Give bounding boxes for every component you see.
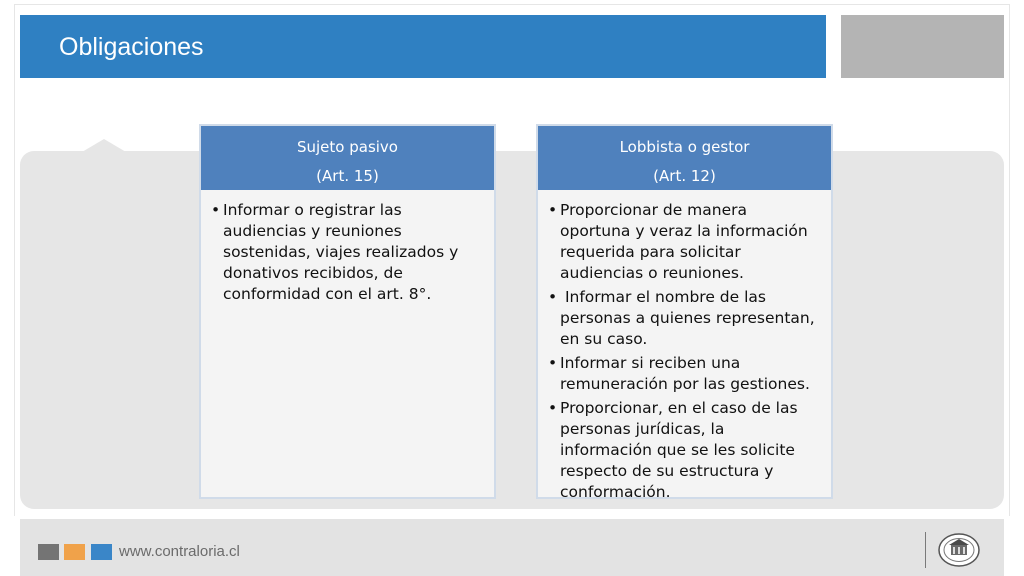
footer-square-orange <box>64 544 85 560</box>
footer-url[interactable]: www.contraloria.cl <box>119 543 240 560</box>
contraloria-seal-icon <box>937 532 981 568</box>
slide-title: Obligaciones <box>59 33 204 61</box>
footer-divider <box>925 532 926 568</box>
content-panel <box>20 151 1004 509</box>
card-body <box>201 190 494 305</box>
bullet-icon: • <box>548 354 558 372</box>
obligation-list <box>213 200 482 305</box>
bullet-icon: • <box>548 288 558 306</box>
bullet-icon: • <box>211 201 221 219</box>
list-item <box>550 398 819 503</box>
card-lobbista-gestor <box>536 124 833 499</box>
list-item <box>550 200 819 284</box>
list-item <box>213 200 482 305</box>
footer-square-blue <box>91 544 112 560</box>
obligation-list <box>550 200 819 503</box>
bullet-icon: • <box>548 201 558 219</box>
list-item-text: Informar el nombre de las personas a quienes representan, en su caso. <box>560 288 820 348</box>
card-subheading: (Art. 12) <box>653 167 716 185</box>
list-item <box>550 287 819 350</box>
card-header <box>201 126 494 190</box>
title-bar <box>20 15 826 78</box>
card-heading: Lobbista o gestor <box>619 138 750 156</box>
list-item-text: Informar o registrar las audiencias y reuniones sostenidas, viajes realizados y donativos recibidos, de conformidad con el art. 8°. <box>223 201 459 303</box>
list-item-text: Informar si reciben una remuneración por las gestiones. <box>560 354 810 393</box>
card-heading: Sujeto pasivo <box>296 138 398 156</box>
list-item-text: Proporcionar de manera oportuna y veraz la información requerida para solicitar audiencias o reuniones. <box>560 201 808 282</box>
footer-square-gray <box>38 544 59 560</box>
card-sujeto-pasivo <box>199 124 496 499</box>
header-accent-block <box>841 15 1004 78</box>
card-body <box>538 190 831 503</box>
list-item <box>550 353 819 395</box>
card-header <box>538 126 831 190</box>
bullet-icon: • <box>548 399 558 417</box>
list-item-text: Proporcionar, en el caso de las personas jurídicas, la información que se les solicite respecto de su estructura y conformación. <box>560 399 798 501</box>
card-subheading: (Art. 15) <box>316 167 379 185</box>
